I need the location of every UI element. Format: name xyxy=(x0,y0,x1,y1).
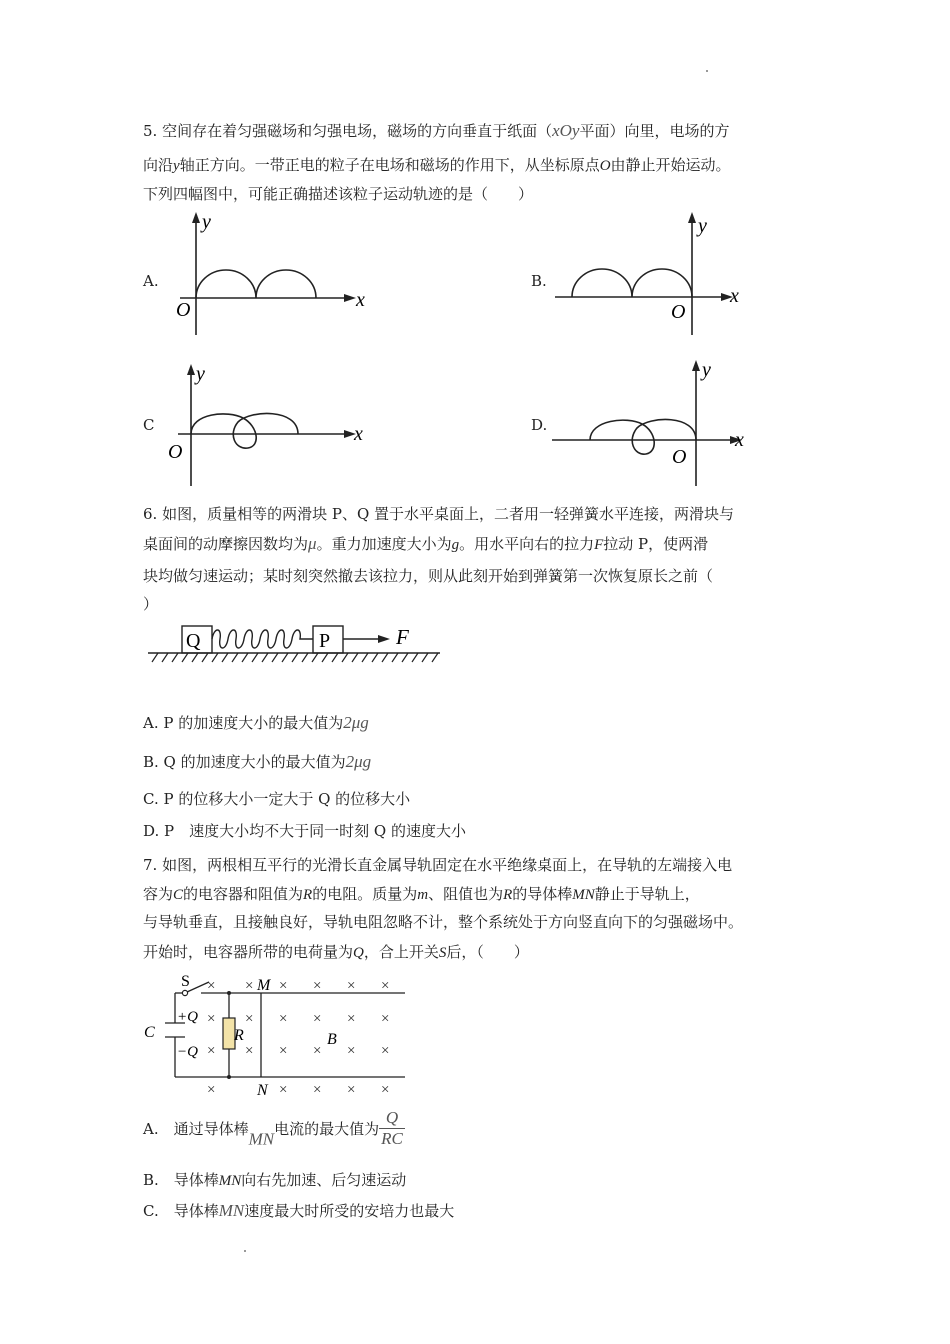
svg-text:O: O xyxy=(176,299,191,321)
svg-text:y: y xyxy=(196,363,205,385)
q6-option-d[interactable]: D. P 速度大小均不大于同一时刻 Q 的速度大小 xyxy=(143,822,466,840)
q5-option-c-label[interactable]: C xyxy=(143,416,155,434)
svg-text:×: × xyxy=(207,1082,216,1098)
svg-text:P: P xyxy=(319,630,331,652)
q6-option-a[interactable]: A. P 的加速度大小的最大值为2μg xyxy=(143,713,369,732)
svg-text:×: × xyxy=(245,1011,254,1027)
svg-text:x: x xyxy=(730,285,739,307)
svg-text:×: × xyxy=(381,1011,390,1027)
q6-option-b[interactable]: B. Q 的加速度大小的最大值为2μg xyxy=(143,752,372,771)
q7-circuit xyxy=(143,970,413,1100)
svg-text:+Q: +Q xyxy=(177,1009,198,1025)
svg-text:F: F xyxy=(396,625,409,649)
q6-line4: ） xyxy=(143,595,159,613)
svg-text:Q: Q xyxy=(186,630,201,652)
svg-text:x: x xyxy=(354,423,363,445)
q5-option-b-label[interactable]: B. xyxy=(531,272,547,290)
q5-option-a-label[interactable]: A. xyxy=(143,272,159,290)
q5-graph-c xyxy=(168,358,368,493)
svg-text:C: C xyxy=(144,1024,155,1041)
svg-text:×: × xyxy=(347,1011,356,1027)
svg-text:N: N xyxy=(257,1082,268,1099)
svg-text:×: × xyxy=(381,1043,390,1059)
svg-text:y: y xyxy=(202,211,211,233)
q5-line1: 5. 空间存在着匀强磁场和匀强电场，磁场的方向垂直于纸面（xOy平面）向里，电场的方 xyxy=(143,121,730,140)
svg-text:y: y xyxy=(698,215,707,237)
svg-text:B: B xyxy=(327,1031,337,1048)
q5-xoy-math: xOy xyxy=(552,121,580,140)
svg-text:×: × xyxy=(245,978,254,994)
svg-text:y: y xyxy=(702,359,711,381)
q5-graph-d xyxy=(552,358,752,493)
svg-text:×: × xyxy=(313,1011,322,1027)
svg-text:M: M xyxy=(257,977,271,994)
svg-text:×: × xyxy=(347,978,356,994)
q5-line3: 下列四幅图中，可能正确描述该粒子运动轨迹的是（ ） xyxy=(143,185,534,203)
q6-line3: 块均做匀速运动；某时刻突然撤去该拉力，则从此刻开始到弹簧第一次恢复原长之前（ xyxy=(143,567,714,585)
svg-text:×: × xyxy=(347,1082,356,1098)
svg-text:×: × xyxy=(279,1082,288,1098)
svg-text:O: O xyxy=(168,441,183,463)
svg-text:S: S xyxy=(181,973,190,990)
q7-line1: 7. 如图，两根相互平行的光滑长直金属导轨固定在水平绝缘桌面上，在导轨的左端接入电 xyxy=(143,856,733,874)
svg-text:×: × xyxy=(279,1043,288,1059)
q5-line2: 向沿y轴正方向。一带正电的粒子在电场和磁场的作用下，从坐标原点O由静止开始运动。 xyxy=(143,156,731,174)
q7-option-a-fraction: $\frac{Q}{RC}$ xyxy=(381,1108,403,1148)
q6-ground-hatch xyxy=(152,653,438,662)
q6-line2: 桌面间的动摩擦因数均为μ。重力加速度大小为g。用水平向右的拉力F拉动 P，使两滑 xyxy=(143,534,709,553)
svg-text:×: × xyxy=(207,1043,216,1059)
page-mark-bottom xyxy=(244,1250,246,1252)
svg-text:−Q: −Q xyxy=(177,1044,198,1060)
q7-line4: 开始时，电容器所带的电荷量为Q，合上开关S后，（ ） xyxy=(143,943,529,961)
svg-text:×: × xyxy=(313,1043,322,1059)
svg-text:×: × xyxy=(245,1043,254,1059)
q7-option-b[interactable]: B. 导体棒MN向右先加速、后匀速运动 xyxy=(143,1171,407,1189)
svg-text:×: × xyxy=(279,1011,288,1027)
svg-text:O: O xyxy=(671,301,686,323)
q5-graph-b xyxy=(555,210,755,340)
svg-text:R: R xyxy=(234,1027,244,1044)
svg-text:O: O xyxy=(672,446,687,468)
svg-text:×: × xyxy=(279,978,288,994)
svg-text:x: x xyxy=(735,429,744,451)
q7-option-c[interactable]: C. 导体棒MN速度最大时所受的安培力也最大 xyxy=(143,1201,455,1220)
svg-text:×: × xyxy=(347,1043,356,1059)
q5-option-d-label[interactable]: D. xyxy=(531,416,548,434)
q6-figure xyxy=(148,622,448,672)
svg-text:×: × xyxy=(313,978,322,994)
svg-text:x: x xyxy=(356,289,365,311)
svg-text:×: × xyxy=(207,978,216,994)
q7-option-a[interactable]: A. 通过导体棒MN电流的最大值为 $\frac{Q}{RC}$ xyxy=(143,1108,403,1149)
q7-line2: 容为C的电容器和阻值为R的电阻。质量为m、阻值也为R的导体棒MN静止于导轨上， xyxy=(143,885,700,903)
page-mark xyxy=(706,70,708,72)
q6-option-c[interactable]: C. P 的位移大小一定大于 Q 的位移大小 xyxy=(143,790,411,808)
svg-text:×: × xyxy=(207,1011,216,1027)
svg-text:×: × xyxy=(313,1082,322,1098)
q5-graph-a xyxy=(170,210,370,340)
svg-text:×: × xyxy=(381,1082,390,1098)
q6-line1: 6. 如图，质量相等的两滑块 P、Q 置于水平桌面上，二者用一轻弹簧水平连接，两滑块与 xyxy=(143,505,735,523)
q7-line3: 与导轨垂直，且接触良好，导轨电阻忽略不计，整个系统处于方向竖直向下的匀强磁场中。 xyxy=(143,913,744,931)
svg-text:×: × xyxy=(381,978,390,994)
